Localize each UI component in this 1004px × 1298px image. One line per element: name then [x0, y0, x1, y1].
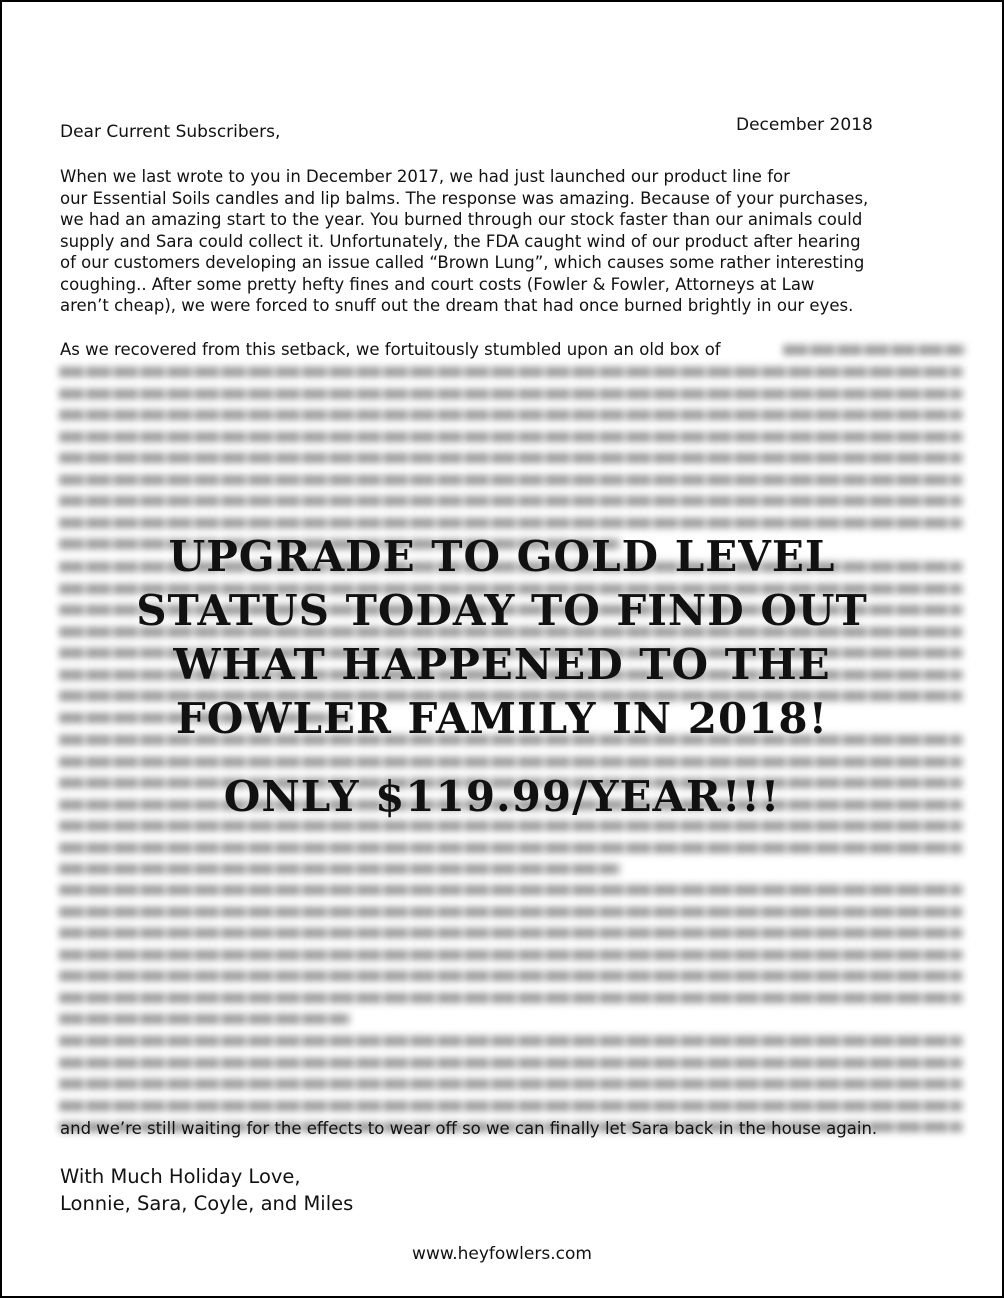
overlay-line: WHAT HAPPENED TO THE	[173, 640, 831, 689]
paragraph-line: supply and Sara could collect it. Unfortunately, the FDA caught wind of our product after hearing	[60, 231, 861, 251]
signature-names: Lonnie, Sara, Coyle, and Miles	[60, 1192, 354, 1215]
closing	[60, 1163, 353, 1217]
final-paragraph-line: and we’re still waiting for the effects to wear off so we can finally let Sara back in the house again.	[60, 1119, 878, 1138]
paragraph-line: we had an amazing start to the year. You burned through our stock faster than our animals could	[60, 210, 863, 229]
overlay-line: UPGRADE TO GOLD LEVEL	[168, 532, 836, 581]
blurred-text-fragment	[784, 345, 964, 367]
paragraph-line: of our customers developing an issue called “Brown Lung”, which causes some rather interesting	[60, 253, 865, 272]
paragraph-line: When we last wrote to you in December 2017, we had just launched our product line for	[60, 167, 790, 186]
paragraph-2-first-line: As we recovered from this setback, we fortuitously stumbled upon an old box of	[60, 340, 721, 359]
overlay-line: FOWLER FAMILY IN 2018!	[175, 694, 829, 743]
blurred-paragraph	[60, 885, 962, 1036]
paragraph-line: coughing.. After some pretty hefty fines and court costs (Fowler & Fowler, Attorneys at Law	[60, 274, 815, 294]
website-link[interactable]: www.heyfowlers.com	[412, 1244, 592, 1264]
letter-date: December 2018	[736, 115, 873, 135]
paragraph-line: our Essential Soils candles and lip balms. The response was amazing. Because of your purchases,	[60, 188, 869, 208]
overlay-line: STATUS TODAY TO FIND OUT	[136, 586, 868, 635]
paragraph-1	[60, 166, 960, 317]
paragraph-line: aren’t cheap), we were forced to snuff out the dream that had once burned brightly in our eyes.	[60, 296, 854, 315]
overlay-price: ONLY $119.99/YEAR!!!	[223, 772, 781, 821]
closing-line: With Much Holiday Love,	[60, 1165, 301, 1188]
upgrade-overlay	[2, 530, 1002, 824]
salutation: Dear Current Subscribers,	[60, 122, 281, 142]
